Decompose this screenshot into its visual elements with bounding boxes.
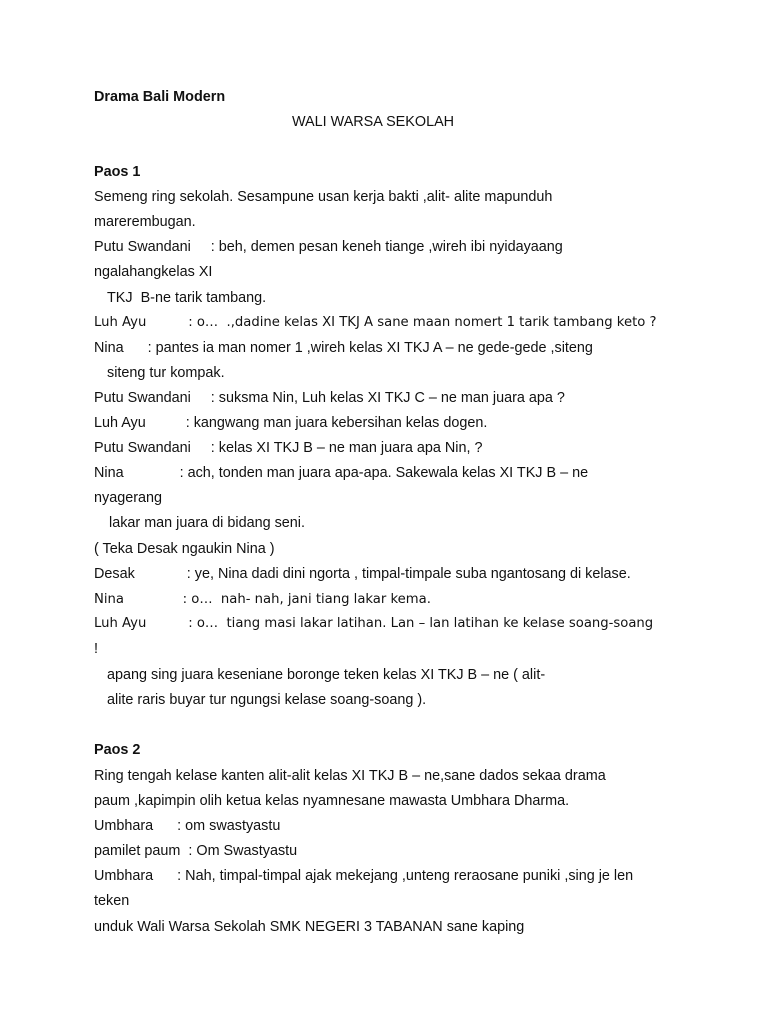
narration-line: Ring tengah kelase kanten alit-alit kelas XI TKJ B – ne,sane dados sekaa drama: [94, 768, 606, 784]
dialogue-line: Luh Ayu : kangwang man juara kebersihan kelas dogen.: [94, 415, 488, 431]
dialogue-line: alite raris buyar tur ngungsi kelase soang-soang ).: [107, 692, 427, 708]
dialogue-line: Luh Ayu : o… tiang masi lakar latihan. Lan – lan latihan ke kelase soang-soang: [94, 616, 654, 631]
dialogue-line: Putu Swandani : beh, demen pesan keneh tiange ,wireh ibi nyidayaang: [94, 239, 563, 255]
narration-line: paum ,kapimpin olih ketua kelas nyamnesane mawasta Umbhara Dharma.: [94, 793, 570, 809]
dialogue-line: lakar man juara di bidang seni.: [109, 515, 305, 531]
dialogue-line: nyagerang: [94, 490, 163, 506]
document-heading: Drama Bali Modern: [94, 89, 226, 105]
dialogue-line: Putu Swandani : suksma Nin, Luh kelas XI TKJ C – ne man juara apa ?: [94, 390, 565, 406]
dialogue-line: Nina : ach, tonden man juara apa-apa. Sakewala kelas XI TKJ B – ne: [94, 465, 589, 481]
dialogue-line: teken: [94, 893, 130, 909]
dialogue-line: pamilet paum : Om Swastyastu: [94, 843, 298, 859]
section-heading-paos-2: Paos 2: [94, 742, 141, 758]
dialogue-line: ngalahangkelas XI: [94, 264, 213, 280]
dialogue-line: Desak : ye, Nina dadi dini ngorta , timpal-timpale suba ngantosang di kelase.: [94, 566, 631, 582]
narration-line: marerembugan.: [94, 214, 196, 230]
narration-line: Semeng ring sekolah. Sesampune usan kerja bakti ,alit- alite mapunduh: [94, 189, 553, 205]
stage-direction: ( Teka Desak ngaukin Nina ): [94, 541, 275, 557]
dialogue-line: !: [94, 641, 98, 657]
dialogue-line: Luh Ayu : o… .,dadine kelas XI TKJ A sane maan nomert 1 tarik tambang keto ?: [94, 315, 657, 330]
dialogue-line: TKJ B-ne tarik tambang.: [107, 290, 267, 306]
dialogue-line: Umbhara : Nah, timpal-timpal ajak mekejang ,unteng reraosane puniki ,sing je len: [94, 868, 634, 884]
dialogue-line: Umbhara : om swastyastu: [94, 818, 281, 834]
document-title: WALI WARSA SEKOLAH: [292, 114, 455, 130]
dialogue-line: siteng tur kompak.: [107, 365, 225, 381]
dialogue-line: unduk Wali Warsa Sekolah SMK NEGERI 3 TABANAN sane kaping: [94, 919, 525, 935]
section-heading-paos-1: Paos 1: [94, 164, 141, 180]
dialogue-line: Putu Swandani : kelas XI TKJ B – ne man juara apa Nin, ?: [94, 440, 483, 456]
dialogue-line: Nina : pantes ia man nomer 1 ,wireh kelas XI TKJ A – ne gede-gede ,siteng: [94, 340, 593, 356]
dialogue-line: Nina : o… nah- nah, jani tiang lakar kema.: [94, 592, 431, 607]
dialogue-line: apang sing juara keseniane boronge teken kelas XI TKJ B – ne ( alit-: [107, 667, 546, 683]
